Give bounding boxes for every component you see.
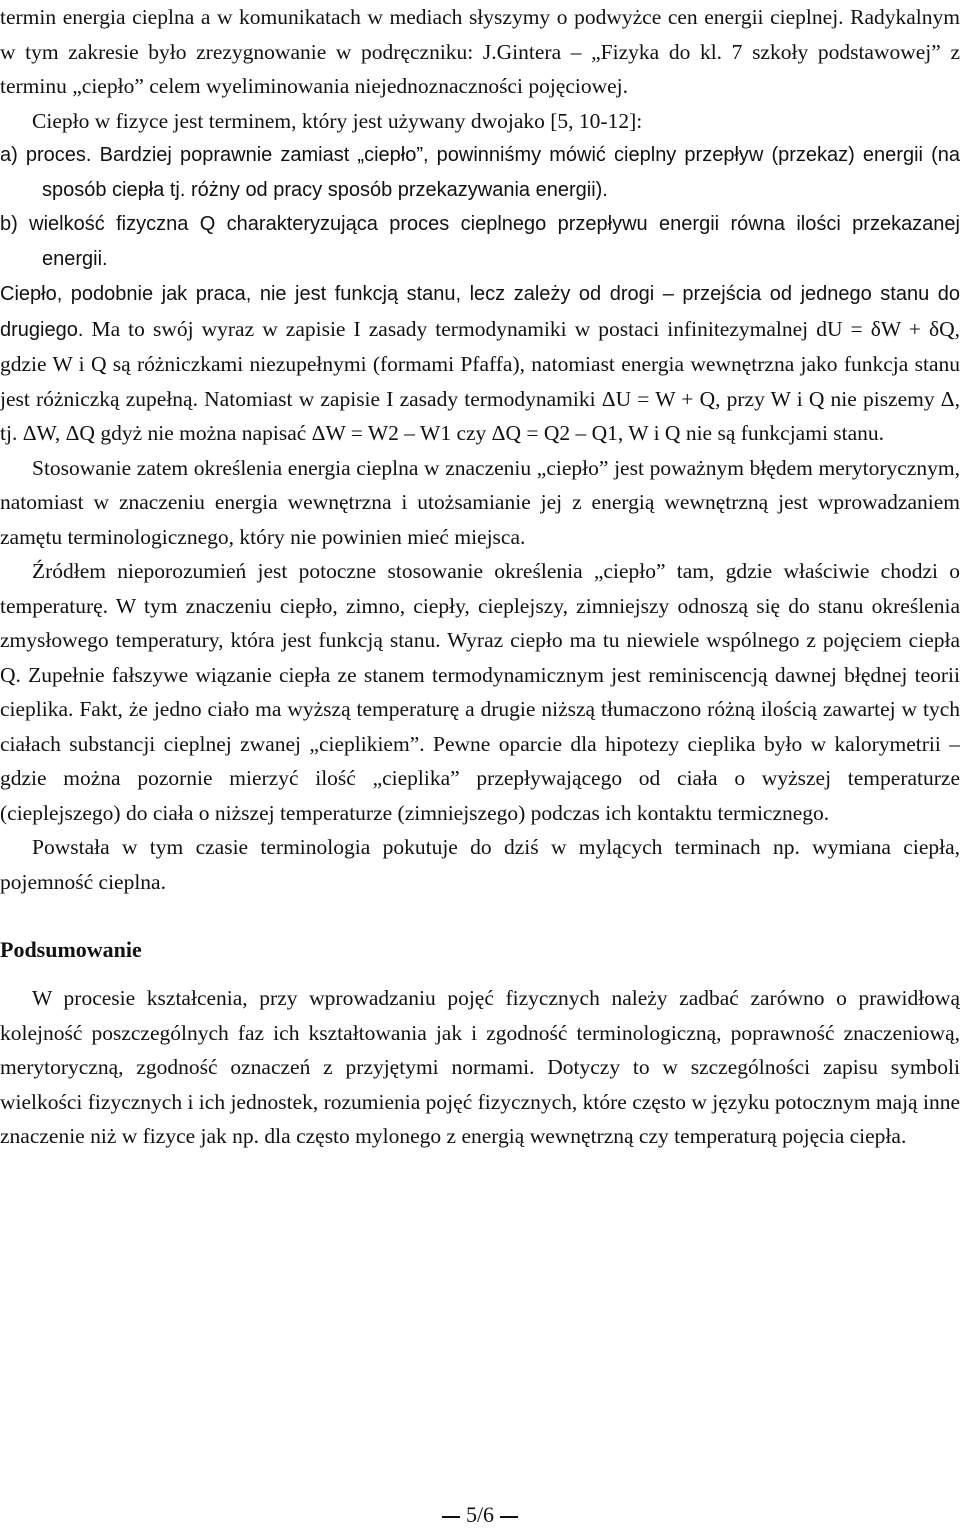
paragraph-3-start: Ciepło, podobnie jak praca, nie jest funkcją stanu, lecz zależy od drogi – przejścia od jednego stanu do drugiego. <box>0 283 960 341</box>
paragraph-1: termin energia cieplna a w komunikatach w mediach słyszymy o podwyżce cen energii cieplnej. Radykalnym w tym zakresie było zrezygnowanie w podręczniku: J.Gintera – „Fizyka do kl. 7 szkoły podstawowej” z terminu „ciepło” celem wyeliminowania niejednoznaczności pojęciowej. <box>0 5 960 98</box>
paragraph-6: Powstała w tym czasie terminologia pokutuje do dziś w mylących terminach np. wymiana ciepła, pojemność cieplna. <box>0 835 960 894</box>
footer-dash-left <box>442 1516 460 1518</box>
page-number: 5/6 <box>465 1502 495 1527</box>
section-heading: Podsumowanie <box>0 937 142 962</box>
paragraph-2: Ciepło w fizyce jest terminem, który jest używany dwojako [5, 10-12]: <box>32 108 643 133</box>
list-item-b: b) wielkość fizyczna Q charakteryzująca proces cieplnego przepływu energii równa ilości przekazanej energii. <box>0 213 960 270</box>
page-footer <box>0 1500 960 1530</box>
paragraph-4: Stosowanie zatem określenia energia cieplna w znaczeniu „ciepło” jest poważnym błędem merytorycznym, natomiast w znaczeniu energia wewnętrzna i utożsamianie jej z energią wewnętrzną jest wprowadzaniem zamętu terminologicznego, który nie powinien mieć miejsca. <box>0 455 960 549</box>
footer-dash-right <box>500 1516 518 1518</box>
paragraph-5: Źródłem nieporozumień jest potoczne stosowanie określenia „ciepło” tam, gdzie właściwie chodzi o temperaturę. W tym znaczeniu ciepło, zimno, ciepły, cieplejszy, zimniejszy odnoszą się do stanu określenia zmysłowego temperatury, która jest funkcją stanu. Wyraz ciepło ma tu niewiele wspólnego z pojęciem ciepła Q. Zupełnie fałszywe wiązanie ciepła ze stanem termodynamicznym jest reminiscencją dawnej błędnej teorii cieplika. Fakt, że jedno ciało ma wyższą temperaturę a drugie niższą tłumaczono różną ilością zawartej w tych ciałach substancji cieplnej zwanej „cieplikiem”. Pewne oparcie dla hipotezy cieplika było w kalorymetrii – gdzie można pozornie mierzyć ilość „cieplika” przepływającego od ciała o wyższej temperaturze (cieplejszego) do ciała o niższej temperaturze (zimniejszego) podczas ich kontaktu termicznego. <box>0 559 960 825</box>
list-item-a: a) proces. Bardziej poprawnie zamiast „ciepło”, powinniśmy mówić cieplny przepływ (przekaz) energii (na sposób ciepła tj. różny od pracy sposób przekazywania energii). <box>0 144 960 201</box>
paragraph-3-rest: Ma to swój wyraz w zapisie I zasady termodynamiki w postaci infinitezymalnej dU = δW + δQ, gdzie W i Q są różniczkami niezupełnymi (formami Pfaffa), natomiast energia wewnętrzna jako funkcja stanu jest różniczką zupełną. Natomiast w zapisie I zasady termodynamiki ΔU = W + Q, przy W i Q nie piszemy Δ, tj. ΔW, ΔQ gdyż nie można napisać ΔW = W2 – W1 czy ΔQ = Q2 – Q1, W i Q nie są funkcjami stanu. <box>0 316 960 445</box>
paragraph-3 <box>0 276 960 451</box>
summary-paragraph: W procesie kształcenia, przy wprowadzaniu pojęć fizycznych należy zadbać zarówno o prawidłową kolejność poszczególnych faz ich kształtowania jak i zgodność terminologiczną, poprawność znaczeniową, merytoryczną, zgodność oznaczeń z przyjętymi normami. Dotyczy to w szczególności zapisu symboli wielkości fizycznych i ich jednostek, rozumienia pojęć fizycznych, które często w języku potocznym mają inne znaczenie niż w fizyce jak np. dla często mylonego z energią wewnętrzną czy temperaturą pojęcia ciepła. <box>0 986 960 1148</box>
